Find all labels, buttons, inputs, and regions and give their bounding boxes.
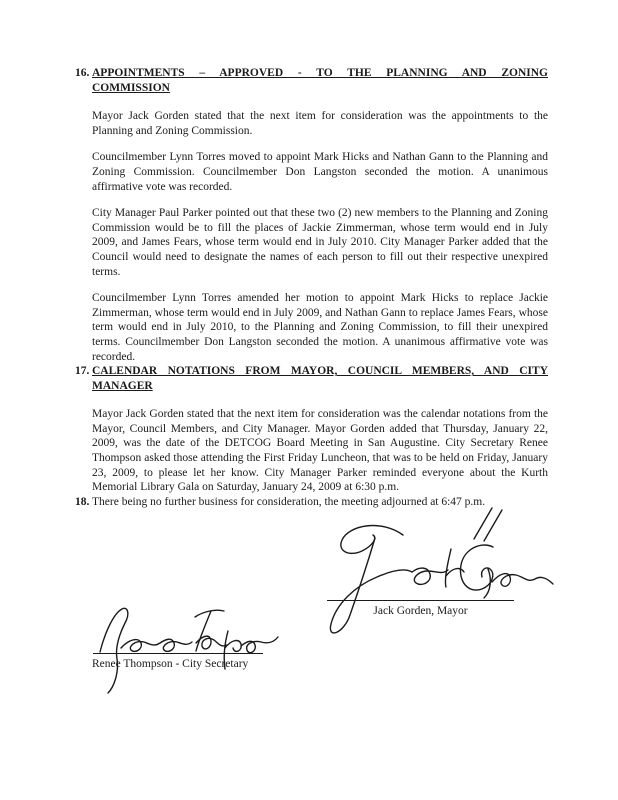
item-17-body [92, 364, 548, 495]
item-17-heading-line-2: MANAGER [92, 379, 153, 392]
mayor-signature-caption: Jack Gorden, Mayor [373, 605, 468, 617]
agenda-item-18 [75, 495, 548, 510]
item-18-number: 18. [75, 495, 90, 508]
secretary-signature-caption: Renee Thompson - City Secretary [92, 658, 249, 670]
item-16-body [92, 66, 548, 364]
agenda-item-16 [75, 66, 548, 364]
item-17-number: 17. [75, 365, 90, 378]
item-16-paragraph-1: Mayor Jack Gorden stated that the next item for consideration was the appointments to the Planning and Zoning Commission. [92, 110, 548, 137]
item-16-paragraph-2: Councilmember Lynn Torres moved to appoint Mark Hicks and Nathan Gann to the Planning and Zoning Commission. Councilmember Don Langston seconded the motion. A unanimous affirmative vote was recorded. [92, 151, 548, 193]
secretary-signature-line [93, 653, 263, 654]
item-16-heading [92, 66, 548, 95]
item-16-heading-line-2: COMMISSION [92, 81, 170, 94]
item-18-body [92, 495, 548, 510]
item-16-paragraph-3: City Manager Paul Parker pointed out that these two (2) new members to the Planning and Zoning Commission would be to fill the places of Jackie Zimmerman, whose term would end in July 2009, and James Fears, whose term would end in July 2010. City Manager Parker added that the Council would need to designate the names of each person to fill out their respective unexpired terms. [92, 207, 548, 278]
agenda-item-17 [75, 364, 548, 495]
item-16-heading-line-1: APPOINTMENTS – APPROVED - TO THE PLANNING AND ZONING [92, 67, 548, 79]
item-17-heading-line-1: CALENDAR NOTATIONS FROM MAYOR, COUNCIL MEMBERS, AND CITY [92, 365, 548, 378]
mayor-signature [315, 505, 555, 645]
minutes-content [75, 66, 548, 509]
item-18-paragraph-1: There being no further business for consideration, the meeting adjourned at 6:47 p.m. [92, 495, 486, 508]
secretary-signature [85, 602, 285, 697]
item-16-number: 16. [75, 67, 90, 79]
mayor-signature-line [327, 600, 514, 601]
item-17-heading [92, 364, 548, 393]
item-16-paragraph-4: Councilmember Lynn Torres amended her motion to appoint Mark Hicks to replace Jackie Zimmerman, whose term would end in July 2009, and Nathan Gann to replace James Fears, whose term would end in July 2010, to the Planning and Zoning Commission, to fill their unexpired terms. Councilmember Don Langston seconded the motion. A unanimous affirmative vote was recorded. [92, 292, 548, 363]
item-17-paragraph-1: Mayor Jack Gorden stated that the next item for consideration was the calendar notations from the Mayor, Council Members, and City Manager. Mayor Gorden added that Thursday, January 22, 2009, was the date of the DETCOG Board Meeting in San Augustine. City Secretary Renee Thompson asked those attending the First Friday Luncheon, that was to be held on Friday, January 23, 2009, to please let her know. City Manager Parker reminded everyone about the Kurth Memorial Library Gala on Saturday, January 24, 2009 at 6:30 p.m. [92, 408, 548, 494]
